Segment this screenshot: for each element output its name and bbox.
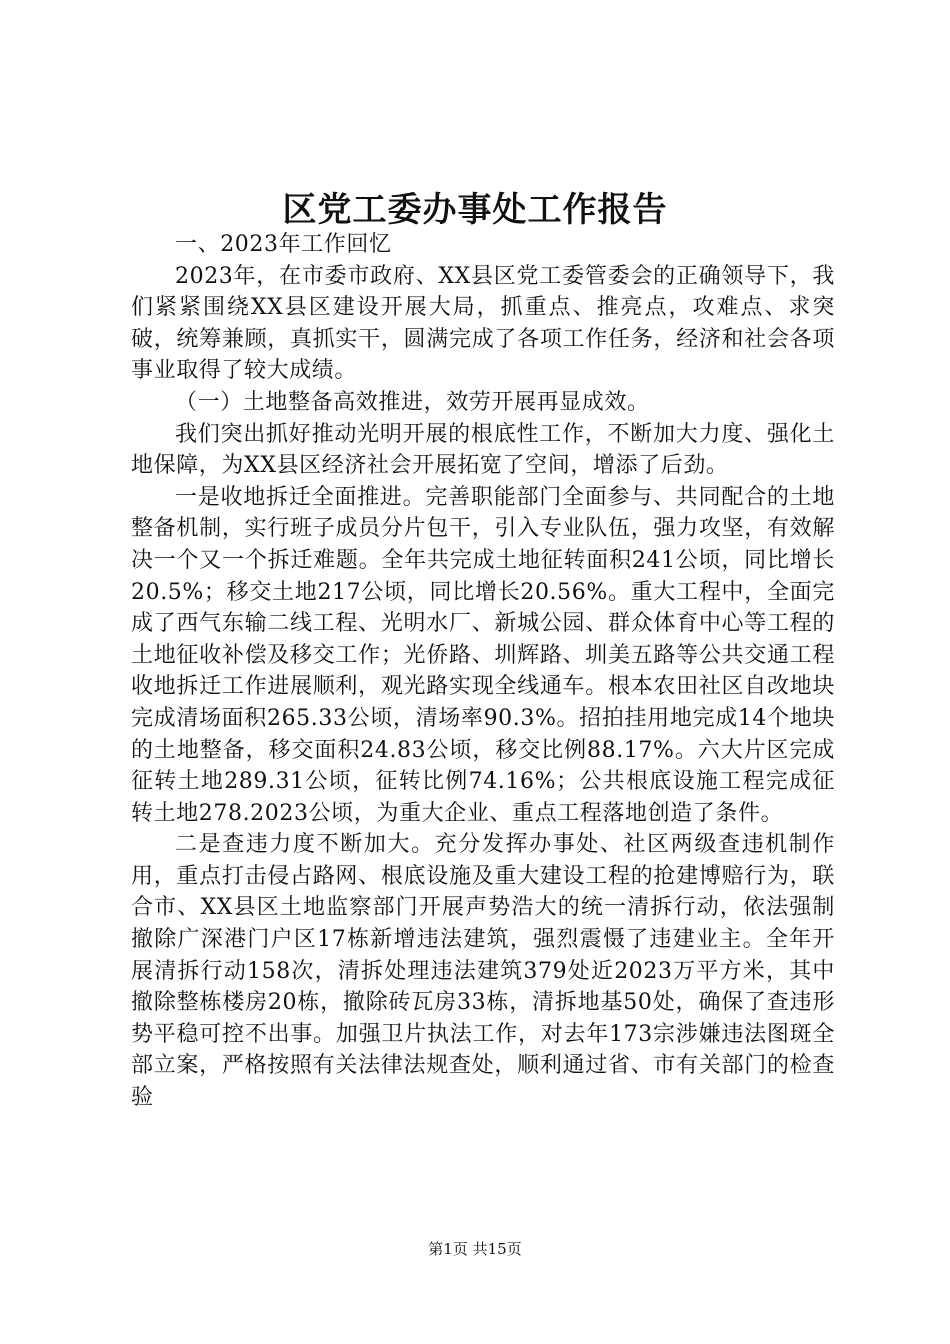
document-body bbox=[131, 229, 835, 1114]
body-paragraph: 我们突出抓好推动光明开展的根底性工作，不断加大力度、强化土地保障，为XX县区经济社会开展拓宽了空间，增添了后劲。 bbox=[131, 421, 835, 479]
subsection-heading: （一）土地整备高效推进，效劳开展再显成效。 bbox=[175, 389, 650, 415]
body-paragraph: 一是收地拆迁全面推进。完善职能部门全面参与、共同配合的土地整备机制，实行班子成员分片包干，引入专业队伍，强力攻坚，有效解决一个又一个拆迁难题。全年共完成土地征转面积241公顷，同比增长20.5%；移交土地217公顷，同比增长20.56%。重大工程中，全面完成了西气东输二线工程、光明水厂、新城公园、群众体育中心等工程的土地征收补偿及移交工作；光侨路、圳辉路、圳美五路等公共交通工程收地拆迁工作进展顺利，观光路实现全线通车。根本农田社区自改地块完成清场面积265.33公顷，清场率90.3%。招拍挂用地完成14个地块的土地整备，移交面积24.83公顷，移交比例88.17%。六大片区完成征转土地289.31公顷，征转比例74.16%；公共根底设施工程完成征转土地278.2023公顷，为重大企业、重点工程落地创造了条件。 bbox=[131, 484, 835, 826]
document-title: 区党工委办事处工作报告 bbox=[282, 190, 668, 230]
body-paragraph: 二是查违力度不断加大。充分发挥办事处、社区两级查违机制作用，重点打击侵占路网、根底设施及重大建设工程的抢建博赔行为，联合市、XX县区土地监察部门开展声势浩大的统一清拆行动，依法强制撤除广深港门户区17栋新增违法建筑，强烈震慑了违建业主。全年开展清拆行动158次，清拆处理违法建筑379处近2023万平方米，其中撤除整栋楼房20栋，撤除砖瓦房33栋，清拆地基50处，确保了查违形势平稳可控不出事。加强卫片执法工作，对去年173宗涉嫌违法图斑全部立案，严格按照有关法律法规查处，顺利通过省、市有关部门的检查验 bbox=[131, 832, 835, 1111]
section-heading: 一、2023年工作回忆 bbox=[175, 232, 392, 257]
intro-paragraph: 2023年，在市委市政府、XX县区党工委管委会的正确领导下，我们紧紧围绕XX县区建设开展大局，抓重点、推亮点，攻难点、求突破，统筹兼顾，真抓实干，圆满完成了各项工作任务，经济和社会各项事业取得了较大成绩。 bbox=[131, 263, 835, 384]
page-number-footer: 第1页 共15页 bbox=[428, 1240, 522, 1258]
